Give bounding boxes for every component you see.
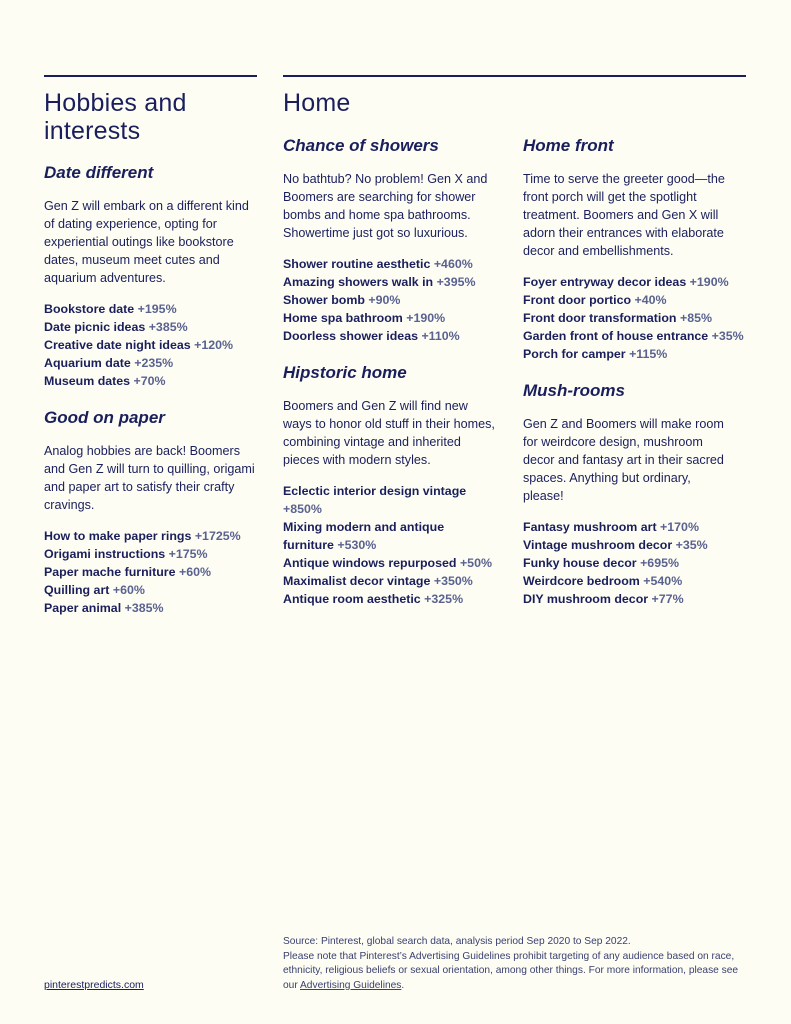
disclaimer-end: . xyxy=(401,979,405,991)
section-heading: Date different xyxy=(44,163,154,182)
trend-term: Vintage mushroom decor xyxy=(523,538,673,552)
trend-term: Paper mache furniture xyxy=(44,565,176,579)
trend-term: Garden front of house entrance xyxy=(523,329,709,343)
trend-term: Eclectic interior design vintage xyxy=(283,484,467,498)
disclaimer xyxy=(283,950,748,994)
hobbies-column xyxy=(44,75,257,615)
list-item xyxy=(283,572,498,590)
list-item xyxy=(44,527,257,545)
list-item xyxy=(523,518,748,536)
trend-term: Bookstore date xyxy=(44,302,135,316)
home-title: Home xyxy=(283,89,351,117)
trend-pct: +235% xyxy=(134,356,174,370)
trend-pct: +385% xyxy=(148,320,188,334)
trend-pct: +325% xyxy=(424,592,464,606)
section-heading: Home front xyxy=(523,136,614,155)
trend-term: DIY mushroom decor xyxy=(523,592,649,606)
footer-note xyxy=(283,935,748,993)
trend-term: Antique windows repurposed xyxy=(283,556,457,570)
trend-list xyxy=(523,273,748,363)
section-body: Boomers and Gen Z will find new ways to honor old stuff in their homes, combining vintage and inherited pieces with modern styles. xyxy=(283,399,495,467)
trend-term: Shower routine aesthetic xyxy=(283,257,431,271)
trend-term: Origami instructions xyxy=(44,547,166,561)
list-item xyxy=(283,327,498,345)
mush-rooms-section xyxy=(523,381,748,608)
trend-pct: +540% xyxy=(643,574,683,588)
section-body: Gen Z and Boomers will make room for weirdcore design, mushroom decor and fantasy art in their sacred spaces. Anything but ordinary, please! xyxy=(523,417,724,503)
list-item xyxy=(44,563,257,581)
list-item xyxy=(523,327,748,345)
trend-term: Paper animal xyxy=(44,601,122,615)
trend-term: Aquarium date xyxy=(44,356,131,370)
trend-pct: +460% xyxy=(433,257,473,271)
list-item xyxy=(523,554,748,572)
trend-pct: +115% xyxy=(629,347,668,361)
list-item xyxy=(283,309,498,327)
trend-term: Creative date night ideas xyxy=(44,338,191,352)
section-heading: Mush-rooms xyxy=(523,381,625,400)
list-item xyxy=(283,518,498,554)
trend-pct: +35% xyxy=(675,538,708,552)
list-item xyxy=(44,545,257,563)
trend-term: Home spa bathroom xyxy=(283,311,403,325)
trend-pct: +190% xyxy=(689,275,729,289)
trend-pct: +70% xyxy=(133,374,166,388)
trend-pct: +530% xyxy=(337,538,377,552)
date-different-section xyxy=(44,163,257,390)
trend-pct: +90% xyxy=(368,293,401,307)
trend-term: Amazing showers walk in xyxy=(283,275,434,289)
trend-list xyxy=(44,527,257,617)
list-item xyxy=(44,581,257,599)
section-heading: Hipstoric home xyxy=(283,363,407,382)
trend-term: Date picnic ideas xyxy=(44,320,146,334)
trend-pct: +195% xyxy=(137,302,177,316)
home-title-wrap xyxy=(283,75,498,117)
hobbies-title: Hobbies and interests xyxy=(44,89,187,145)
trend-pct: +40% xyxy=(634,293,667,307)
trend-term: Weirdcore bedroom xyxy=(523,574,640,588)
list-item xyxy=(283,590,498,608)
trend-term: Porch for camper xyxy=(523,347,626,361)
trend-pct: +175% xyxy=(168,547,208,561)
trend-pct: +170% xyxy=(660,520,699,534)
list-item xyxy=(523,590,748,608)
list-item xyxy=(523,309,748,327)
list-item xyxy=(523,536,748,554)
hipstoric-home-section xyxy=(283,363,498,608)
advertising-guidelines-link[interactable]: Advertising Guidelines xyxy=(300,979,402,991)
home-front-section xyxy=(523,136,748,363)
list-item xyxy=(523,345,748,363)
trend-list xyxy=(523,518,748,608)
trend-term: Front door portico xyxy=(523,293,632,307)
trend-pct: +60% xyxy=(112,583,145,597)
chance-of-showers-section xyxy=(283,136,498,345)
trend-pct: +385% xyxy=(124,601,164,615)
trend-pct: +50% xyxy=(459,556,492,570)
trend-term: Mixing modern and antique furniture xyxy=(283,520,445,552)
list-item xyxy=(44,336,257,354)
good-on-paper-section xyxy=(44,408,257,617)
trend-pct: +85% xyxy=(679,311,712,325)
trend-term: Quilling art xyxy=(44,583,110,597)
trend-pct: +695% xyxy=(640,556,679,570)
section-heading: Good on paper xyxy=(44,408,165,427)
trend-list xyxy=(283,482,498,608)
list-item xyxy=(283,482,498,518)
trend-pct: +190% xyxy=(406,311,446,325)
trend-term: Front door transformation xyxy=(523,311,677,325)
section-heading: Chance of showers xyxy=(283,136,439,155)
section-body: Analog hobbies are back! Boomers and Gen Z will turn to quilling, origami and paper art to satisfy their crafty cravings. xyxy=(44,444,255,512)
trend-term: How to make paper rings xyxy=(44,529,192,543)
trend-term: Funky house decor xyxy=(523,556,637,570)
trend-term: Doorless shower ideas xyxy=(283,329,418,343)
section-body: Time to serve the greeter good—the front porch will get the spotlight treatment. Boomers and Gen X will adorn their entrances with elaborate decor and embellishments. xyxy=(523,172,725,258)
section-body: No bathtub? No problem! Gen X and Boomers are searching for shower bombs and home spa bathrooms. Showertime just got so luxurious. xyxy=(283,172,488,240)
list-item xyxy=(283,273,498,291)
trend-pct: +1725% xyxy=(194,529,241,543)
trend-list xyxy=(283,255,498,345)
list-item xyxy=(44,300,257,318)
trend-term: Maximalist decor vintage xyxy=(283,574,431,588)
trend-term: Foyer entryway decor ideas xyxy=(523,275,687,289)
section-body: Gen Z will embark on a different kind of dating experience, opting for experiential outings like bookstore dates, museum meet cutes and aquarium adventures. xyxy=(44,199,249,285)
trend-pct: +120% xyxy=(194,338,234,352)
trend-pct: +350% xyxy=(433,574,473,588)
trend-pct: +850% xyxy=(283,502,322,516)
list-item xyxy=(44,372,257,390)
disclaimer-text: Please note that Pinterest’s Advertising Guidelines prohibit targeting of any audience based on race, ethnicity, religious beliefs or sexual orientation, among other things. For more information, please see our xyxy=(283,950,739,991)
trend-pct: +35% xyxy=(711,329,744,343)
trend-term: Antique room aesthetic xyxy=(283,592,421,606)
trend-pct: +77% xyxy=(651,592,684,606)
list-item xyxy=(283,291,498,309)
list-item xyxy=(283,554,498,572)
list-item xyxy=(44,354,257,372)
trend-term: Fantasy mushroom art xyxy=(523,520,657,534)
list-item xyxy=(523,273,748,291)
list-item xyxy=(523,572,748,590)
trend-term: Museum dates xyxy=(44,374,131,388)
trend-list xyxy=(44,300,257,390)
trend-term: Shower bomb xyxy=(283,293,365,307)
site-link[interactable]: pinterestpredicts.com xyxy=(44,979,144,991)
list-item xyxy=(523,291,748,309)
list-item xyxy=(44,318,257,336)
source-line: Source: Pinterest, global search data, analysis period Sep 2020 to Sep 2022. xyxy=(283,936,631,947)
trend-pct: +60% xyxy=(178,565,212,579)
list-item xyxy=(44,599,257,617)
list-item xyxy=(283,255,498,273)
trend-pct: +110% xyxy=(421,329,460,343)
trend-pct: +395% xyxy=(436,275,476,289)
